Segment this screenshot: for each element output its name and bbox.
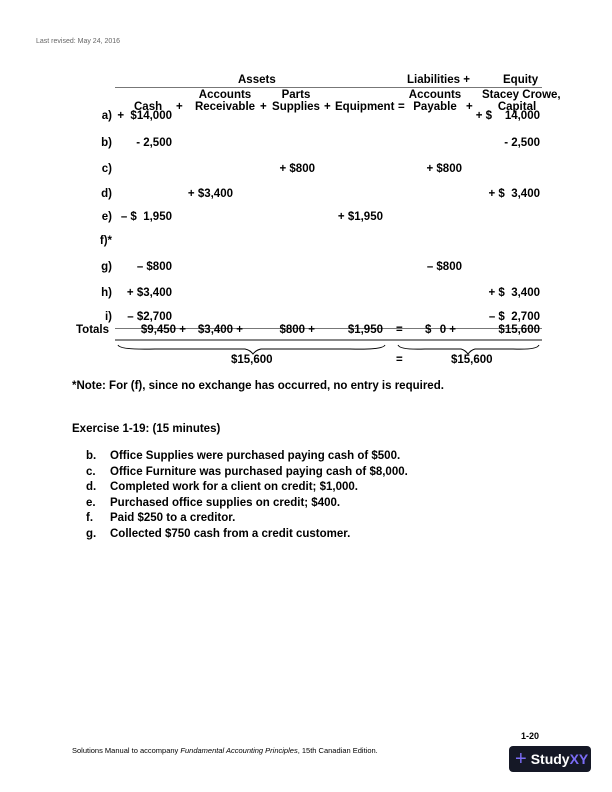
row-label: a) <box>101 110 112 122</box>
double-rule <box>115 339 542 341</box>
last-revised: Last revised: May 24, 2016 <box>36 38 121 45</box>
page-number: 1-20 <box>521 731 540 741</box>
list-item <box>86 481 408 497</box>
row-label: d) <box>101 188 112 200</box>
total-ap-dollar: $ <box>425 324 432 336</box>
cell-cap: + $ 3,400 <box>488 188 540 200</box>
row-label: h) <box>101 287 112 299</box>
cell-ps: + $800 <box>279 163 315 175</box>
row-label: g) <box>101 261 112 273</box>
col-ar-line1: Accounts <box>198 89 252 101</box>
cell-cap: – $ 2,700 <box>488 311 540 323</box>
item-text: Paid $250 to a creditor. <box>110 512 236 524</box>
col-cash: Cash <box>134 101 163 113</box>
list-item <box>86 450 408 466</box>
equals-sign: = <box>398 101 405 113</box>
total-cash: $9,450 + <box>140 324 186 336</box>
list-item <box>86 512 408 528</box>
logo-accent: XY <box>569 751 589 767</box>
logo-text: Study <box>530 751 570 767</box>
total-ar: $3,400 + <box>197 324 243 336</box>
cell-cash: + $14,000 <box>117 110 172 122</box>
header-rule <box>115 87 542 88</box>
equals-sign: = <box>396 354 403 366</box>
cell-cash: – $800 <box>136 261 172 273</box>
item-key: f. <box>86 512 94 524</box>
group-equity: Equity <box>503 74 539 86</box>
item-text: Office Supplies were purchased paying cash of $500. <box>110 450 401 462</box>
cell-ar: + $3,400 <box>187 188 233 200</box>
plus-sign: + <box>324 101 331 113</box>
item-key: g. <box>86 527 97 540</box>
sum-liab-equity: $15,600 <box>451 354 493 366</box>
item-key: c. <box>86 465 96 478</box>
total-ps: $800 + <box>279 324 315 336</box>
cell-cash: + $3,400 <box>126 287 172 299</box>
exercise-list <box>86 450 408 543</box>
footer-prefix: Solutions Manual to accompany <box>72 746 181 755</box>
item-key: e. <box>86 496 96 509</box>
assets-brace <box>118 345 385 354</box>
plus-sign: + <box>260 101 267 113</box>
plus-sign: + <box>466 101 473 113</box>
item-key: d. <box>86 481 97 493</box>
sum-assets: $15,600 <box>231 354 273 366</box>
footer <box>72 746 378 755</box>
cell-cash: – $2,700 <box>127 311 172 323</box>
row-label: b) <box>101 137 112 149</box>
studyxy-logo <box>509 746 591 772</box>
row-label: i) <box>104 311 112 323</box>
col-capital-line2: Capital <box>497 101 537 113</box>
item-text: Office Furniture was purchased paying cash of $8,000. <box>110 465 408 478</box>
footer-suffix: , 15th Canadian Edition. <box>297 746 378 755</box>
plus-icon: + <box>515 747 527 770</box>
col-equipment: Equipment <box>335 101 395 113</box>
item-text: Purchased office supplies on credit; $400. <box>110 496 341 509</box>
col-capital-line1: Stacey Crowe, <box>482 89 561 101</box>
cell-ap: – $800 <box>426 261 462 273</box>
cell-cash: - 2,500 <box>136 137 172 149</box>
row-label: f)* <box>99 235 112 247</box>
equals-sign: = <box>396 324 403 336</box>
col-ap-line1: Accounts <box>408 89 462 101</box>
list-item <box>86 497 408 513</box>
col-ps-line2: Supplies <box>272 101 320 113</box>
cell-ap: + $800 <box>426 163 462 175</box>
total-ap: 0 + <box>439 324 456 336</box>
cell-equip: + $1,950 <box>337 211 383 223</box>
cell-cash: – $ 1,950 <box>120 211 172 223</box>
item-text: Completed work for a client on credit; $1,000. <box>110 481 358 493</box>
col-ps-line1: Parts <box>281 89 311 101</box>
col-ap-line2: Payable <box>413 101 457 113</box>
row-label: c) <box>101 163 112 175</box>
cell-cap: + $ 3,400 <box>488 287 540 299</box>
group-assets: Assets <box>238 74 276 86</box>
cell-cap: - 2,500 <box>504 137 540 149</box>
plus-sign: + <box>176 101 183 113</box>
note: *Note: For (f), since no exchange has occurred, no entry is required. <box>72 380 444 392</box>
exercise-title: Exercise 1-19: (15 minutes) <box>72 423 221 435</box>
list-item <box>86 466 408 482</box>
group-liabilities: Liabilities + <box>407 74 470 86</box>
list-item <box>86 528 408 544</box>
cell-cap: + $ 14,000 <box>475 110 540 122</box>
item-text: Collected $750 cash from a credit customer. <box>110 527 351 540</box>
item-key: b. <box>86 450 97 462</box>
total-equipment: $1,950 <box>347 324 383 336</box>
totals-label: Totals <box>76 324 110 336</box>
right-brace <box>398 345 539 354</box>
row-label: e) <box>101 211 112 223</box>
footer-book: Fundamental Accounting Principles <box>180 746 298 755</box>
total-capital: $15,600 <box>498 324 540 336</box>
col-ar-line2: Receivable <box>194 101 256 113</box>
